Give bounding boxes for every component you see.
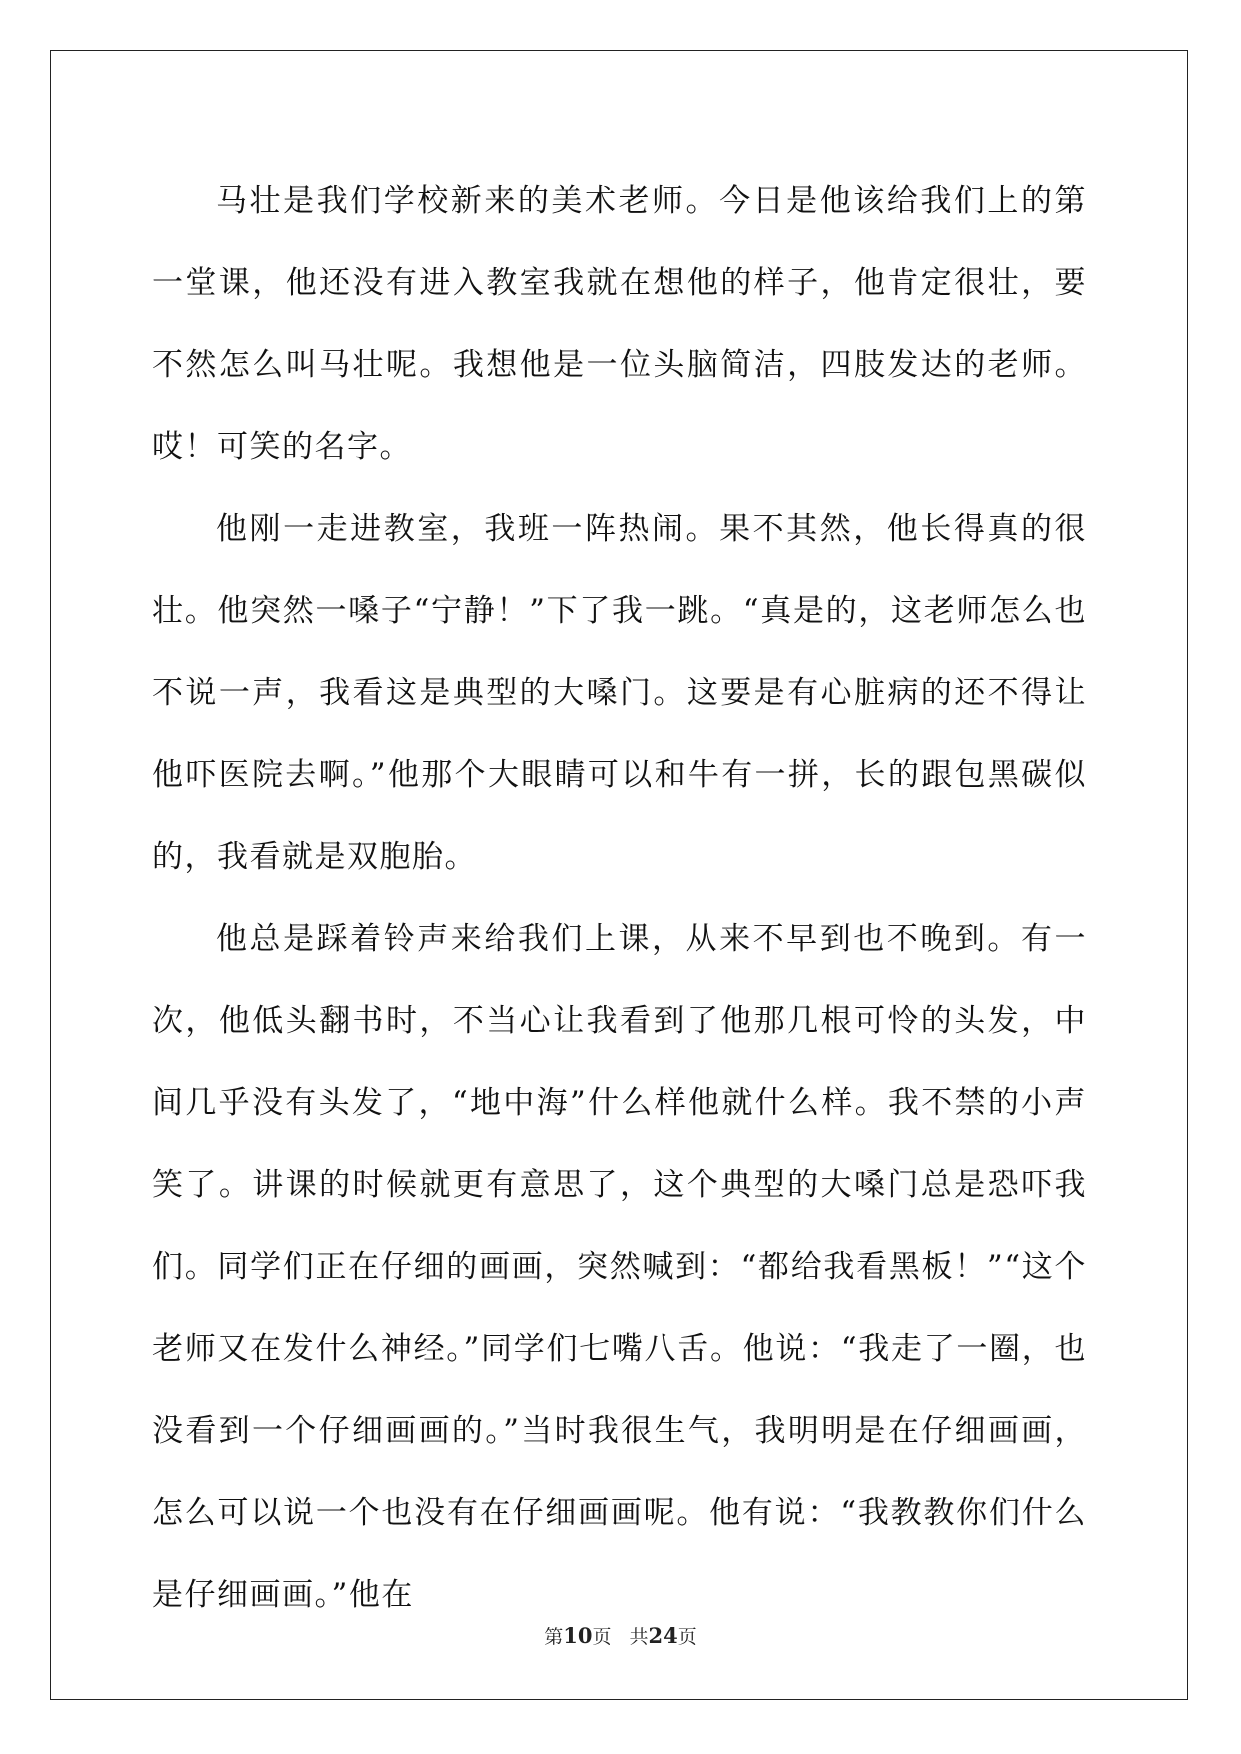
document-body [152,160,1087,1636]
page-footer [0,1622,1241,1649]
paragraph-3: 他总是踩着铃声来给我们上课，从来不早到也不晚到。有一次，他低头翻书时，不当心让我看到了他那几根可怜的头发，中间几乎没有头发了，“地中海”什么样他就什么样。我不禁的小声笑了。讲课的时候就更有意思了，这个典型的大嗓门总是恐吓我们。同学们正在仔细的画画，突然喊到：“都给我看黑板！”“这个老师又在发什么神经。”同学们七嘴八舌。他说：“我走了一圈，也没看到一个仔细画画的。”当时我很生气，我明明是在仔细画画，怎么可以说一个也没有在仔细画画呢。他有说：“我教教你们什么是仔细画画。”他在 [152,921,1087,1613]
footer-page-number: 10 [563,1623,593,1648]
paragraph-2: 他刚一走进教室，我班一阵热闹。果不其然，他长得真的很壮。他突然一嗓子“宁静！”下了我一跳。“真是的，这老师怎么也不说一声，我看这是典型的大嗓门。这要是有心脏病的还不得让他吓医院去啊。”他那个大眼睛可以和牛有一拼，长的跟包黑碳似的，我看就是双胞胎。 [152,511,1087,875]
footer-total-suffix: 页 [677,1626,697,1648]
footer-prefix: 第 [544,1626,564,1648]
footer-total-pages: 24 [648,1623,678,1648]
paragraph-1: 马壮是我们学校新来的美术老师。今日是他该给我们上的第一堂课，他还没有进入教室我就在想他的样子，他肯定很壮，要不然怎么叫马壮呢。我想他是一位头脑简洁，四肢发达的老师。哎！可笑的名字。 [152,183,1087,465]
footer-total-prefix: 共 [629,1626,649,1648]
footer-page-suffix: 页 [592,1626,612,1648]
